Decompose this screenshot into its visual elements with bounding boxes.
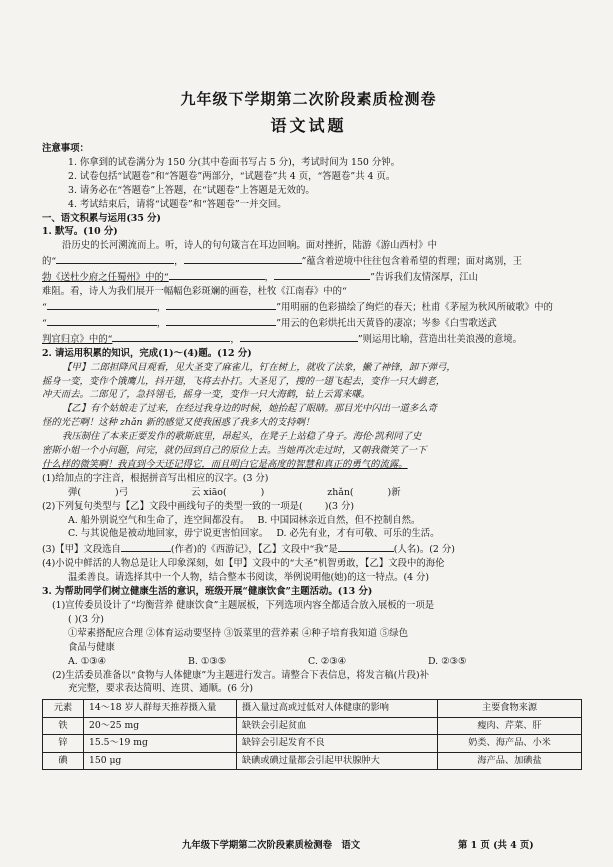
section-heading: 一、语文积累与运用(35 分)	[42, 212, 161, 224]
answer-blank[interactable]	[166, 315, 276, 326]
answer-blank[interactable]	[166, 299, 276, 310]
answer-blank[interactable]	[169, 269, 265, 280]
q2-title: 2. 请运用积累的知识，完成(1)～(4)题。(12 分)	[42, 347, 252, 359]
answer-blank[interactable]	[184, 253, 302, 264]
q2-sub2: (2)下列复句类型与【乙】文段中画线句子的类型一致的一项是( )(3 分)	[42, 500, 354, 512]
q2-sub4: 温柔善良。请选择其中一个人物，结合整本书阅读，举例说明他(她)的这一特点。(4 分)	[68, 572, 430, 584]
table-cell: 锌	[43, 735, 84, 753]
table-cell: 缺铁会引起贫血	[237, 717, 438, 735]
answer-blank[interactable]	[47, 315, 157, 326]
table-cell: 20～25 mg	[84, 717, 237, 735]
q1-line: 判官归京》中的“ ， ”则运用比喻，营造出壮美浪漫的意境。	[42, 331, 575, 347]
table-cell: 15.5～19 mg	[84, 735, 237, 753]
page-number: 第 1 页 (共 4 页)	[458, 840, 534, 851]
q1-line: 的“ ， ”蕴含着逆境中往往包含着希望的哲理；面对离别，王	[42, 253, 575, 269]
table-header: 摄入量过高或过低对人体健康的影响	[237, 700, 438, 718]
answer-blank[interactable]	[338, 541, 394, 552]
answer-blank[interactable]	[274, 269, 370, 280]
table-cell: 150 μg	[84, 752, 237, 770]
q2-sub1: (1)给加点的字注音，根据拼音写出相应的汉字。(3 分)	[42, 472, 269, 484]
q3-sub1: ( )(3 分)	[68, 613, 104, 625]
q3-sub2: (2)生活委员准备以“食物与人体健康”为主题进行发言。请整合下表信息，将发言稿(片段)补	[52, 669, 430, 681]
q2-sub4: (4)小说中鲜活的人物总是让人印象深刻，如【甲】文段中的“大圣”机智勇敢，【乙】文段中的海伦	[42, 558, 445, 570]
answer-blank[interactable]	[47, 299, 157, 310]
table-cell: 碘	[43, 752, 84, 770]
table-cell: 缺碘或碘过量都会引起甲状腺肿大	[237, 752, 438, 770]
q3-sub1-items: 食品与健康	[68, 641, 115, 653]
q3-sub1-items: ①荤素搭配应合理 ②体育运动要坚持 ③饭菜里的营养素 ④种子培育我知道 ⑤绿色	[68, 627, 409, 639]
table-row	[43, 735, 582, 753]
table-cell: 缺锌会引起发育不良	[237, 735, 438, 753]
q1-line: “ ， ”用明丽的色彩描绘了绚烂的春天；杜甫《茅屋为秋风所破歌》中的	[42, 299, 575, 315]
table-row	[43, 752, 582, 770]
exam-title: 九年级下学期第二次阶段素质检测卷	[180, 90, 437, 108]
note-item: 1. 你拿到的试卷满分为 150 分(其中卷面书写占 5 分)，考试时间为 150 分钟。	[68, 156, 401, 168]
q1-line: 难阻。看，诗人为我们展开一幅幅色彩斑斓的画卷，杜牧《江南春》中的“	[42, 286, 347, 298]
note-item: 3. 请务必在“答题卷”上答题，在“试题卷”上答题是无效的。	[68, 184, 315, 196]
q2-sub3: (3)【甲】文段选自 (作者)的《西游记》，【乙】文段中“我”是 (人名)。(2 分)	[42, 541, 575, 557]
q3-sub1-choices: A. ①③④ B. ①③⑤ C. ②③④ D. ②③⑤	[68, 655, 467, 667]
answer-blank[interactable]	[56, 253, 174, 264]
q3-sub1: (1)宣传委员设计了“均衡营养 健康饮食”主题展板，下列选项内容全都适合放入展板的一项是	[52, 600, 435, 611]
answer-blank[interactable]	[240, 331, 358, 342]
q2-sub2-options: C. 与其说他是被动地回家，毋宁说更害怕回家。 D. 必先有业，才有可敬、可乐的生活。	[68, 528, 440, 540]
jia-passage-line: 冲天而去。二郎见了，急抖翎毛，摇身一变，变作一只大海鹤，钻上云霄来嗛。	[42, 389, 371, 401]
q1-line: “ ， ”用云的色彩烘托出天黄昏的凄凉；岑参《白雪歌送武	[42, 315, 575, 331]
q1-line: 沿历史的长河溯流而上。听，诗人的句句箴言在耳边回响。面对挫折，陆游《游山西村》中	[62, 240, 438, 252]
q3-sub2: 充完整，要求表达简明、连贯、通顺。(6 分)	[68, 683, 254, 695]
exam-subtitle: 语文试题	[270, 116, 347, 135]
table-row	[43, 717, 582, 735]
answer-blank[interactable]	[112, 331, 230, 342]
note-item: 4. 考试结束后，请将“试题卷”和“答题卷”一并交回。	[68, 198, 287, 210]
notes-heading: 注意事项：	[42, 143, 89, 154]
table-cell: 奶类、海产品、小米	[438, 735, 582, 753]
yi-passage-line: 密斯小姐一个小问题，问完，就仍回到自己的原位上去。当她再次走过时，又朝我微笑了一下	[42, 445, 427, 457]
yi-passage-line: 我压制住了本来正要发作的歌斯底里，昂起头，在凳子上站稳了身子。海伦·凯利同了史	[62, 431, 422, 443]
q2-sub1-words: 弹( )弓 云 xiāo( ) zhǎn( )新	[68, 486, 401, 498]
table-header: 14～18 岁人群每天推荐摄入量	[84, 700, 237, 718]
q3-title: 3. 为帮助同学们树立健康生活的意识，班级开展“健康饮食”主题活动。(13 分)	[42, 586, 373, 598]
yi-passage-line: 【乙】有个姑娘走了过来，在经过我身边的时候，她抬起了眼睛。那目光中闪出一道多么奇	[62, 403, 438, 415]
q1-title: 1. 默写。(10 分)	[42, 226, 118, 238]
jia-passage-line: 【甲】二郎担降风目观看，见大圣变了麻雀儿，钉在树上，就收了法象，撇了神锋，卸下弹弓，	[62, 361, 456, 373]
nutrition-table	[42, 699, 582, 770]
answer-blank[interactable]	[121, 541, 171, 552]
q2-sub2-options: A. 船外别说空气和生命了，连空间都没有。 B. 中国园林亲近自然，但不控制自然。	[68, 514, 421, 526]
yi-passage-line: 怪的光芒啊！这种 zhǎn 新的感觉又使我困惑了我多大的支持啊！	[42, 417, 315, 429]
yi-underlined-sentence: 什么样的微笑啊！我直到今天还记得它，而且明白它是高度的智慧和真正的勇气的流露。	[42, 458, 408, 470]
jia-passage-line: 摇身一变，变作个饿鹰儿，抖开翅，飞将去扑打。大圣见了，搜的一翅飞起去，变作一只大鹚老，	[42, 375, 446, 387]
table-cell: 海产品、加碘盐	[438, 752, 582, 770]
table-header: 主要食物来源	[438, 700, 582, 718]
footer-title: 九年级下学期第二次阶段素质检测卷 语文	[182, 840, 361, 851]
table-cell: 铁	[43, 717, 84, 735]
note-item: 2. 试卷包括“试题卷”和“答题卷”两部分，“试题卷”共 4 页，“答题卷”共 4 页。	[68, 170, 396, 182]
table-cell: 瘦肉、芹菜、肝	[438, 717, 582, 735]
table-header-row	[43, 700, 582, 718]
table-header: 元素	[43, 700, 84, 718]
q1-line: 勃《送杜少府之任蜀州》中的“ ， ”告诉我们友情深厚，江山	[42, 269, 575, 285]
